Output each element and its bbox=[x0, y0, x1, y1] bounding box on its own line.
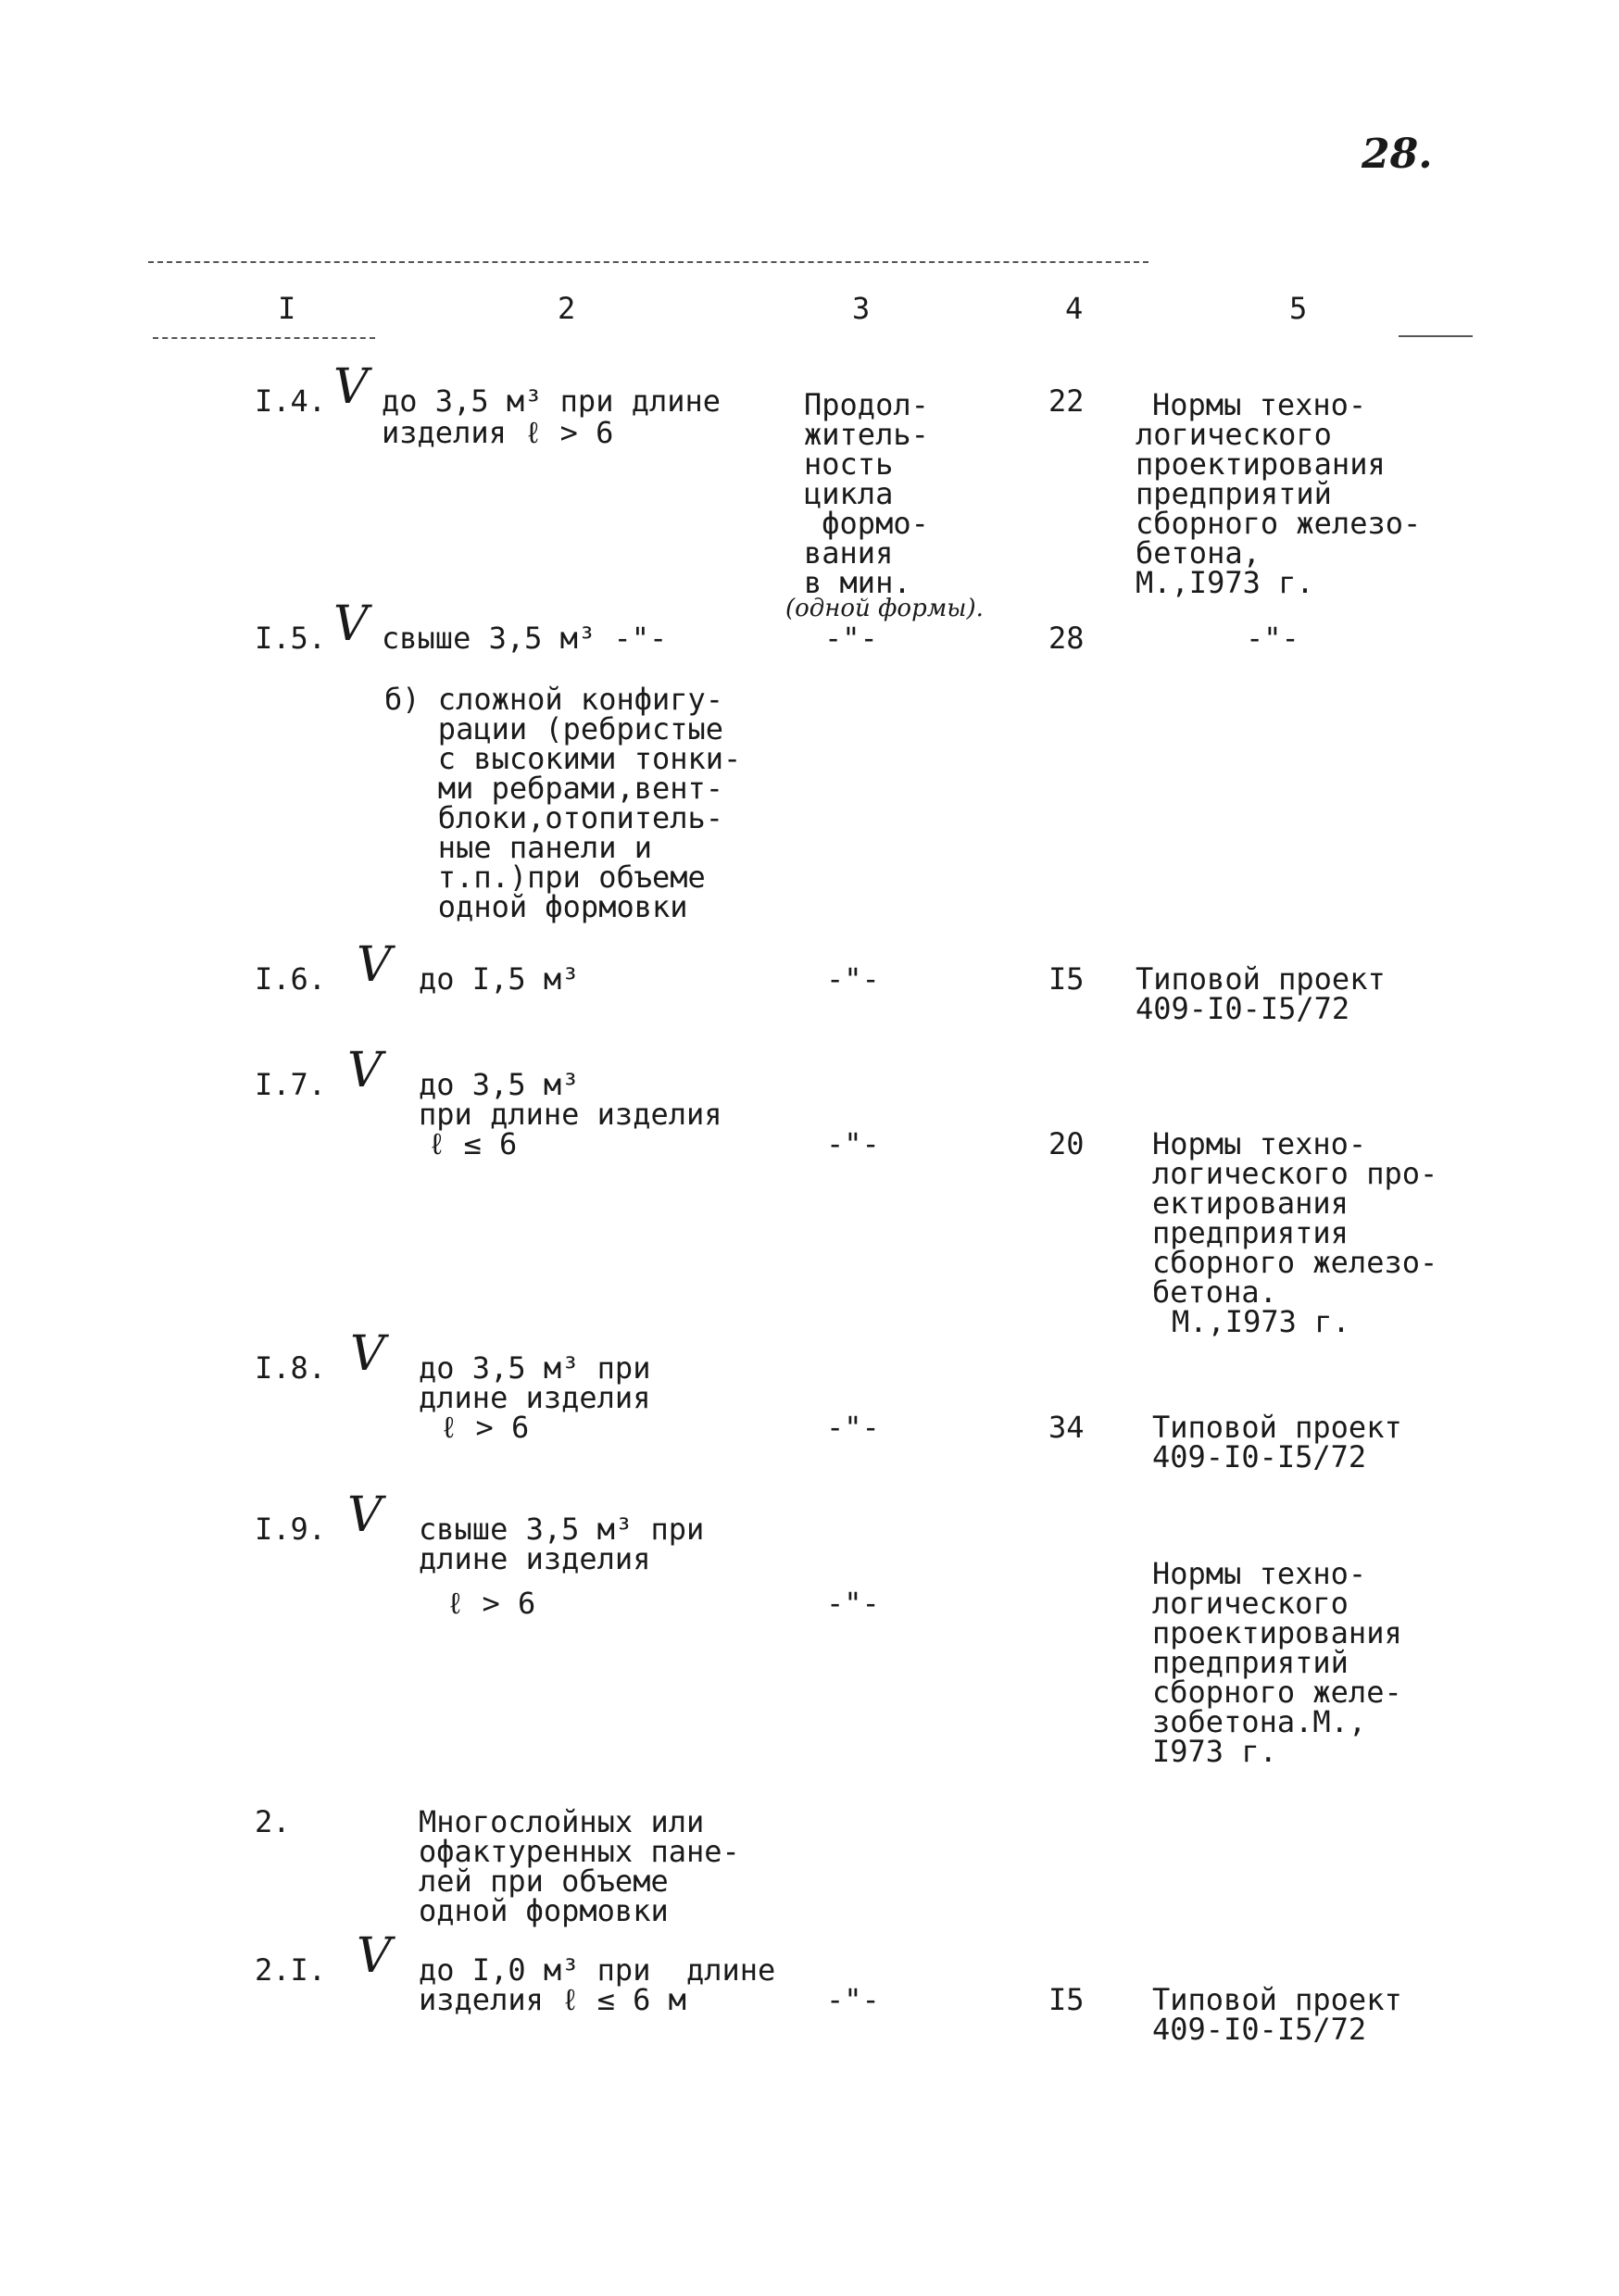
volume-symbol: V bbox=[347, 1043, 383, 1098]
row-number: I.9. bbox=[255, 1512, 327, 1547]
row-number: 2. bbox=[255, 1804, 291, 1839]
volume-symbol: V bbox=[333, 596, 369, 652]
row-description-line: изделия ℓ > 6 bbox=[382, 415, 614, 450]
volume-symbol: V bbox=[333, 359, 369, 415]
norm-value: 20 bbox=[1048, 1126, 1085, 1161]
source-line: предприятия bbox=[1152, 1215, 1349, 1250]
ditto-mark: -"- bbox=[826, 1982, 880, 2017]
column-header-2: 2 bbox=[558, 291, 576, 326]
parameter-name-line: цикла bbox=[804, 476, 894, 511]
section-line: Многослойных или bbox=[419, 1804, 705, 1839]
row-description-line: ℓ ≤ 6 bbox=[428, 1126, 518, 1161]
parameter-name-line: вания bbox=[804, 535, 894, 571]
volume-symbol: V bbox=[350, 1326, 385, 1382]
source-line: Нормы техно- bbox=[1152, 1126, 1367, 1161]
source-line: Нормы техно- bbox=[1152, 1556, 1367, 1591]
row-description-line: ℓ > 6 bbox=[440, 1410, 530, 1445]
ditto-mark: -"- bbox=[824, 621, 878, 656]
source-line: 409-I0-I5/72 bbox=[1136, 991, 1350, 1026]
row-number: 2.I. bbox=[255, 1952, 327, 1988]
source-line: бетона. bbox=[1152, 1274, 1277, 1310]
row-description-line: свыше 3,5 м³ при bbox=[419, 1512, 705, 1547]
source-line: логического про- bbox=[1152, 1156, 1438, 1191]
parameter-name-line: ность bbox=[804, 446, 894, 482]
parameter-name-line: в мин. bbox=[804, 565, 911, 600]
norm-value: 28 bbox=[1048, 621, 1085, 656]
subsection-line: с высокими тонки- bbox=[384, 741, 742, 776]
row-number: I.6. bbox=[255, 961, 327, 997]
header-divider-left bbox=[153, 337, 375, 339]
source-line: Нормы техно- bbox=[1152, 387, 1367, 422]
parameter-name-line: житель- bbox=[804, 417, 929, 452]
subsection-line: ми ребрами,вент- bbox=[384, 771, 724, 806]
source-line: предприятий bbox=[1136, 476, 1332, 511]
row-number: I.5. bbox=[255, 621, 327, 656]
source-line: М.,I973 г. bbox=[1136, 565, 1314, 600]
source-line: М.,I973 г. bbox=[1172, 1304, 1350, 1339]
source-line: I973 г. bbox=[1152, 1734, 1277, 1769]
row-description-line: до 3,5 м³ при bbox=[419, 1350, 651, 1386]
norm-value: 22 bbox=[1048, 383, 1085, 419]
section-line: офактуренных пане- bbox=[419, 1834, 740, 1869]
column-header-4: 4 bbox=[1065, 291, 1084, 326]
norm-value: I5 bbox=[1048, 961, 1085, 997]
norm-value: I5 bbox=[1048, 1982, 1085, 2017]
row-number: I.4. bbox=[255, 383, 327, 419]
page-number: 28. bbox=[1362, 131, 1433, 178]
source-line: логического bbox=[1152, 1586, 1349, 1621]
source-line: 409-I0-I5/72 bbox=[1152, 2012, 1367, 2047]
subsection-line: рации (ребристые bbox=[384, 711, 724, 747]
source-line: сборного железо- bbox=[1136, 506, 1422, 541]
ditto-mark: -"- bbox=[826, 1126, 880, 1161]
top-divider bbox=[148, 261, 1148, 263]
volume-symbol: V bbox=[347, 1487, 383, 1543]
source-line: ектирования bbox=[1152, 1186, 1349, 1221]
parameter-name-line: Продол- bbox=[804, 387, 929, 422]
volume-symbol: V bbox=[357, 1928, 392, 1984]
section-line: одной формовки bbox=[419, 1893, 669, 1928]
ditto-mark: -"- bbox=[826, 1586, 880, 1621]
source-line: Типовой проект bbox=[1152, 1982, 1402, 2017]
section-line: лей при объеме bbox=[419, 1863, 669, 1899]
row-description-line: при длине изделия bbox=[419, 1097, 722, 1132]
source-line: Типовой проект bbox=[1136, 961, 1386, 997]
handwritten-note: (одной формы). bbox=[785, 595, 984, 622]
row-description-line: до I,5 м³ bbox=[419, 961, 580, 997]
volume-symbol: V bbox=[357, 937, 392, 993]
source-line: логического bbox=[1136, 417, 1332, 452]
row-description-line: длине изделия bbox=[419, 1380, 651, 1415]
norm-value: 34 bbox=[1048, 1410, 1085, 1445]
row-description-line: до 3,5 м³ при длине bbox=[382, 383, 722, 419]
source-line: 409-I0-I5/72 bbox=[1152, 1439, 1367, 1474]
source-line: сборного железо- bbox=[1152, 1245, 1438, 1280]
subsection-line: ные панели и bbox=[384, 830, 652, 865]
subsection-line: одной формовки bbox=[384, 889, 688, 924]
row-description-line: изделия ℓ ≤ 6 м bbox=[419, 1982, 686, 2017]
source-line: бетона, bbox=[1136, 535, 1261, 571]
row-description-line: свыше 3,5 м³ -"- bbox=[382, 621, 668, 656]
row-description-line: ℓ > 6 bbox=[446, 1586, 536, 1621]
ditto-mark: -"- bbox=[826, 1410, 880, 1445]
row-description-line: до I,0 м³ при длине bbox=[419, 1952, 776, 1988]
source-line: сборного желе- bbox=[1152, 1675, 1402, 1710]
column-header-1: I bbox=[278, 291, 296, 326]
source-line: проектирования bbox=[1136, 446, 1386, 482]
source-line: Типовой проект bbox=[1152, 1410, 1402, 1445]
header-divider-right bbox=[1399, 335, 1473, 337]
source-line: зобетона.М., bbox=[1152, 1704, 1367, 1739]
ditto-mark: -"- bbox=[826, 961, 880, 997]
row-description-line: до 3,5 м³ bbox=[419, 1067, 580, 1102]
parameter-name-line: формо- bbox=[804, 506, 929, 541]
row-number: I.8. bbox=[255, 1350, 327, 1386]
column-header-3: 3 bbox=[852, 291, 871, 326]
column-header-5: 5 bbox=[1289, 291, 1308, 326]
subsection-line: т.п.)при объеме bbox=[384, 859, 706, 895]
row-number: I.7. bbox=[255, 1067, 327, 1102]
row-description-line: длине изделия bbox=[419, 1541, 651, 1576]
subsection-line: блоки,отопитель- bbox=[384, 800, 724, 835]
source-line: проектирования bbox=[1152, 1615, 1402, 1650]
source-line: предприятий bbox=[1152, 1645, 1349, 1680]
ditto-mark: -"- bbox=[1246, 621, 1299, 656]
subsection-line: б) сложной конфигу- bbox=[384, 682, 724, 717]
